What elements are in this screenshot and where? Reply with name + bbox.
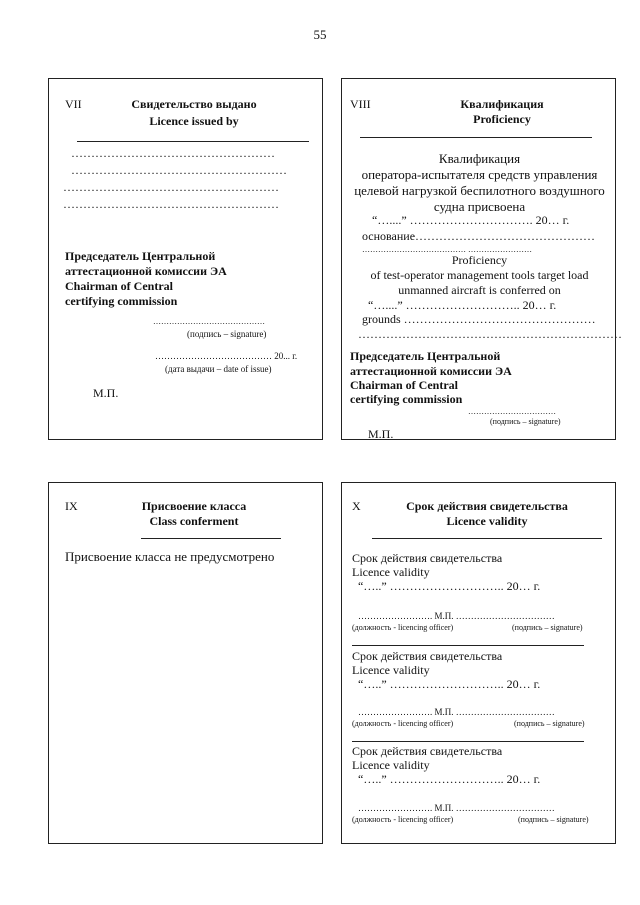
section-title-en: Licence validity <box>446 514 528 528</box>
validity-sign-line: ……………………. М.П. …………………………… <box>358 611 555 621</box>
ru-text-line: целевой нагрузкой беспилотного воздушного <box>354 183 605 198</box>
class-conferment-note: Присвоение класса не предусмотрено <box>65 549 275 564</box>
signature-dots: …………………………………… <box>153 317 265 326</box>
chairman-ru-line-2: аттестационной комиссии ЭА <box>65 264 227 278</box>
chairman-en-line-2: certifying commission <box>350 392 463 406</box>
en-text-line: of test-operator management tools target load <box>370 268 589 282</box>
dotted-line: ……………………………………………… <box>71 163 287 177</box>
ru-text-line: Квалификация <box>438 151 521 166</box>
block-rule <box>352 741 584 742</box>
validity-date: “…..” ……………………….. 20… г. <box>358 677 541 691</box>
chairman-en-line-1: Chairman of Central <box>65 279 173 293</box>
en-grounds-line: grounds ………………………………………… <box>362 312 596 326</box>
chairman-en-line-1: Chairman of Central <box>350 378 458 392</box>
ru-text-line: оператора-испытателя средств управления <box>361 167 598 182</box>
signature-label: (подпись – signature) <box>514 719 585 728</box>
signature-dots: …………………………… <box>468 407 556 416</box>
section-title-en: Licence issued by <box>149 114 239 128</box>
section-title-ru: Свидетельство выдано <box>131 97 257 111</box>
title-rule <box>360 137 592 138</box>
page-number: 55 <box>313 27 327 42</box>
stamp-place: М.П. <box>93 386 119 400</box>
chairman-ru-line-2: аттестационной комиссии ЭА <box>350 364 512 378</box>
title-rule <box>141 538 281 539</box>
signature-label: (подпись – signature) <box>518 815 589 824</box>
ru-text-line: судна присвоена <box>433 199 526 214</box>
section-number: X <box>352 499 361 513</box>
chairman-ru-line-1: Председатель Центральной <box>65 249 216 263</box>
panel-x <box>341 482 616 844</box>
panel-viii <box>341 78 622 441</box>
section-number: VII <box>65 97 82 111</box>
section-number: IX <box>65 499 78 513</box>
chairman-ru-line-1: Председатель Центральной <box>350 349 501 363</box>
validity-en: Licence validity <box>352 565 430 579</box>
officer-label: (должность - licencing officer) <box>352 815 454 824</box>
dotted-line: ……………………………………………… <box>63 197 279 211</box>
date-of-issue-label: (дата выдачи – date of issue) <box>165 364 272 374</box>
validity-sign-line: ……………………. М.П. …………………………… <box>358 707 555 717</box>
panel-vii <box>48 78 323 440</box>
section-title-ru: Квалификация <box>460 97 544 111</box>
en-dotted-line: ………………………………………………………… <box>358 327 622 341</box>
section-title-en: Class conferment <box>149 514 239 528</box>
title-rule <box>372 538 602 539</box>
en-text-line: unmanned aircraft is conferred on <box>398 283 561 297</box>
stamp-place: М.П. <box>368 427 394 441</box>
block-rule <box>352 645 584 646</box>
section-number: VIII <box>350 97 371 111</box>
signature-label: (подпись – signature) <box>187 329 267 339</box>
panel-ix <box>48 482 323 844</box>
validity-ru: Срок действия свидетельства <box>352 649 503 663</box>
date-of-issue-line: ………………………………… 20... г. <box>155 351 298 361</box>
officer-label: (должность - licencing officer) <box>352 719 454 728</box>
validity-sign-line: ……………………. М.П. …………………………… <box>358 803 555 813</box>
dotted-line: ……………………………………………… <box>63 180 279 194</box>
officer-label: (должность - licencing officer) <box>352 623 454 632</box>
ru-dotted-line: ………………………………… …………………… <box>362 245 532 254</box>
validity-ru: Срок действия свидетельства <box>352 744 503 758</box>
validity-ru: Срок действия свидетельства <box>352 551 503 565</box>
title-rule <box>77 141 309 142</box>
validity-en: Licence validity <box>352 758 430 772</box>
validity-date: “…..” ……………………….. 20… г. <box>358 772 541 786</box>
validity-date: “…..” ……………………….. 20… г. <box>358 579 541 593</box>
validity-en: Licence validity <box>352 663 430 677</box>
en-text-line: Proficiency <box>451 253 508 267</box>
signature-label: (подпись – signature) <box>490 417 561 426</box>
ru-grounds-line: основание……………………………………… <box>362 229 596 243</box>
en-date-line: “…....” ……………………….. 20… г. <box>368 298 557 312</box>
chairman-en-line-2: certifying commission <box>65 294 178 308</box>
dotted-line: …………………………………………… <box>71 146 275 160</box>
section-title-ru: Присвоение класса <box>141 499 247 513</box>
signature-label: (подпись – signature) <box>512 623 583 632</box>
section-title-en: Proficiency <box>473 112 531 126</box>
ru-date-line: “…....” …………………………. 20… г. <box>372 213 570 227</box>
section-title-ru: Срок действия свидетельства <box>406 499 568 513</box>
